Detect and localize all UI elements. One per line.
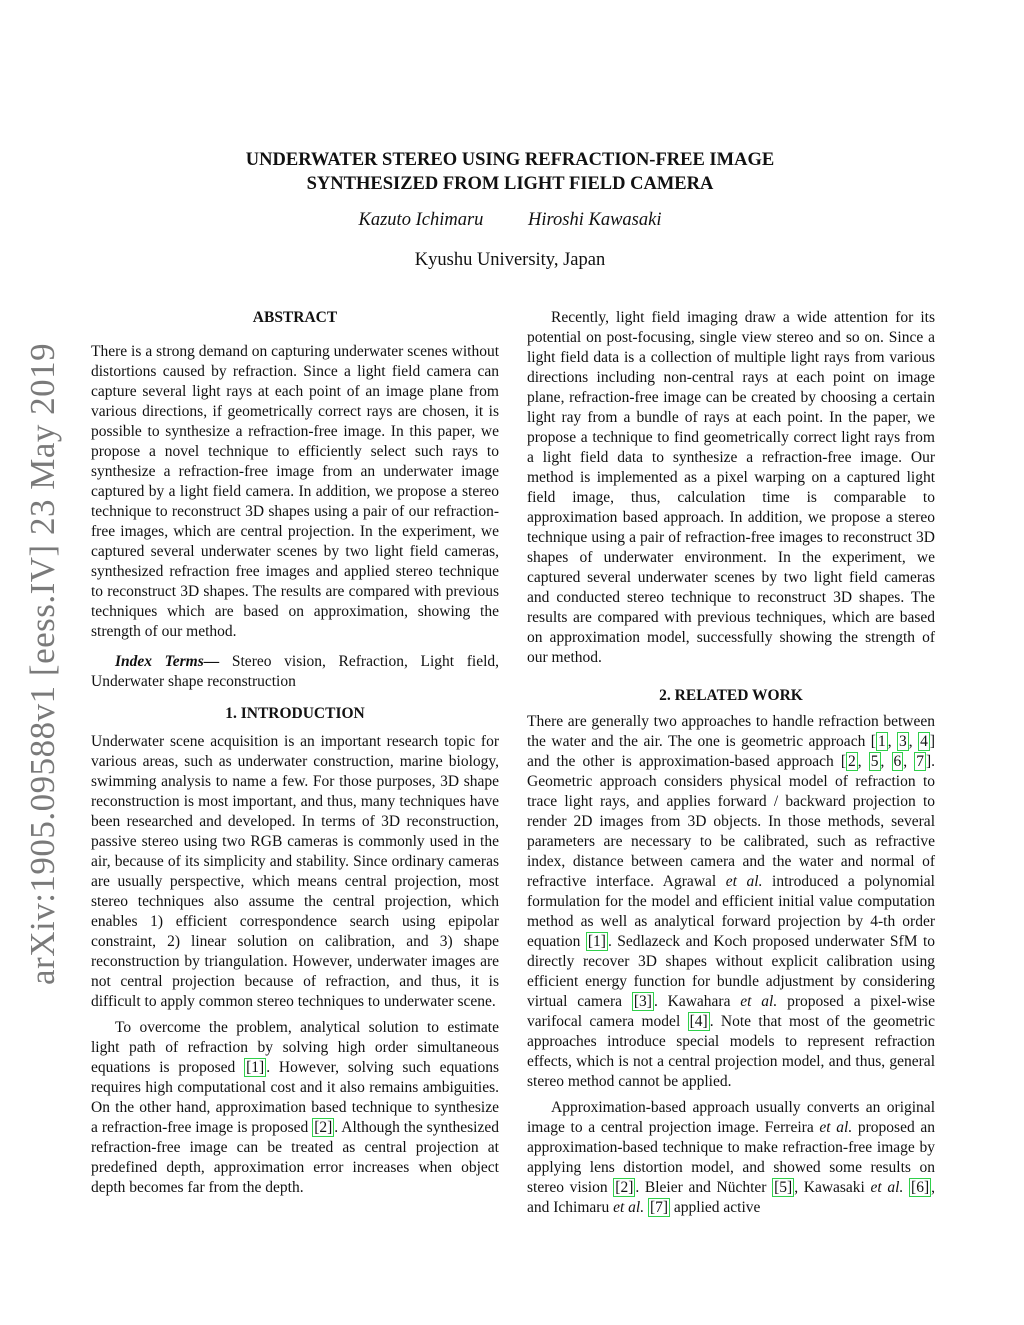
citation-link[interactable]: 7 (916, 753, 924, 770)
citation-link[interactable]: [2] (314, 1119, 333, 1136)
index-terms-label: Index Terms— (115, 653, 220, 670)
introduction-paragraph: To overcome the problem, analytical solution to estimate light path of refraction by solving high order simultaneous equations is proposed [1] . However, solving such equations requires high computational cost and it also remains ambiguities. On the other hand, approximation based technique to synthesize a refraction-free image is proposed [2] . Although the synthesized refraction-free image can be treated as central projection at predefined depth, approximation error increases when object depth becomes far from the depth. (91, 1019, 500, 1196)
title-line-2: SYNTHESIZED FROM LIGHT FIELD CAMERA (306, 174, 714, 194)
introduction-paragraph: Underwater scene acquisition is an important research topic for various areas, such as underwater construction, marine biology, swimming analysis to name a few. For those purposes, 3D shape reconstruction is most important, and thus, many techniques have been researched and developed. In terms of 3D reconstruction, passive stereo using two RGB cameras is commonly used in the air, because of its simplicity and stability. Since ordinary cameras are usually perspective, which means central projection, most stereo techniques also assume the central projection, which enables 1) efficient correspondence search using epipolar constraint, 2) linear solution on calibration, and 3) shape reconstruction by triangulation. However, underwater images are not central projection because of refraction, and thus, it is difficult to apply common stereo techniques to underwater scene. (91, 733, 499, 1010)
citation-link[interactable]: [5] (774, 1179, 793, 1196)
abstract-text: There is a strong demand on capturing underwater scenes without distortions caused by refraction. Since a light field camera can capture several light rays at each point of an image plane from various directions, if geometrically correct rays are chosen, it is possible to synthesize a refraction-free image. In this paper, we propose a novel technique to efficiently select such rays to synthesize a refraction-free image from an underwater image captured by a light field camera. In addition, we propose a stereo technique to reconstruct 3D shapes using a pair of our refraction-free images, which are central projection. In the experiment, we captured several underwater scenes by two light field cameras, synthesized refraction free images and applied stereo technique to reconstruct 3D shapes. The results are compared with previous techniques which are based on approximation, showing the strength of our method. (91, 343, 499, 640)
paper-title (150, 148, 870, 196)
affiliation: Kyushu University, Japan (414, 250, 606, 270)
title-line-1: UNDERWATER STEREO USING REFRACTION-FREE IMAGE (245, 150, 775, 170)
right-column (527, 308, 935, 1218)
author-name: Kazuto Ichimaru (358, 210, 484, 230)
citation-link[interactable]: [3] (633, 993, 652, 1010)
left-column (91, 308, 499, 1198)
author-name: Hiroshi Kawasaki (528, 210, 662, 230)
citation-link[interactable]: [4] (689, 1013, 708, 1030)
citation-link[interactable]: 6 (893, 753, 902, 770)
related-work-heading: 2. RELATED WORK (659, 687, 803, 704)
citation-link[interactable]: [1] (587, 933, 606, 950)
citation-link[interactable]: [7] (649, 1199, 669, 1216)
citation-link[interactable]: [1] (246, 1059, 265, 1076)
citation-link[interactable]: [6] (911, 1179, 930, 1196)
citation-link[interactable]: 2 (848, 753, 856, 770)
citation-link[interactable]: 5 (870, 753, 879, 770)
introduction-paragraph: Recently, light field imaging draw a wide attention for its potential on post-focusing, single view stereo and so on. Since a light field data is a collection of multiple light rays from various directions including non-central rays at each point on image plane, refraction-free image can be created by choosing a certain light ray from a bundle of rays at each point. In the paper, we propose a technique to find geometrically correct light rays from a light field data to synthesize a refraction-free image. Our method is implemented as a pixel warping on a captured light field image, thus, calculation time is comparable to approximation based approach. In addition, we propose a stereo technique using a pair of refraction-free images to reconstruct 3D shapes of underwater environment. In the experiment, we captured several underwater scenes by two light field cameras and conducted stereo technique to reconstruct 3D shapes. The results are compared with previous techniques, which are based on approximation model, successfully showing the strength of our method. (527, 309, 935, 666)
arxiv-identifier: arXiv:1905.09588v1 [eess.IV] 23 May 2019 (23, 342, 62, 985)
index-terms-text: Stereo vision, Refraction, Light field, Underwater shape reconstruction (91, 653, 500, 690)
related-work-paragraph: There are generally two approaches to handle refraction between the water and the air. The one is geometric approach [ 1 , 3 , 4 ] and the other is approximation-based approach [ 2 , 5 , 6 , 7 ]. Geometric approach considers physical model of refraction to trace light rays, and applies forward / backward projection to render 2D images from 3D objects. In those methods, several parameters are necessary to be calibrated, such as refractive index, distance between camera and the water and normal of refractive interface. Agrawal et al. introduced a polynomial formulation for the model and efficient initial value computation method as well as analytical forward projection by 4-th order equation [1] . Sedlazeck and Koch proposed underwater SfM to directly recover 3D shapes without explicit calibration using efficient energy function for bundle adjustment by considering virtual camera [3] . Kawahara et al. proposed a pixel-wise varifocal camera model [4] . Note that most of the geometric approaches introduce special models to represent refraction effects, which is not a central projection model, and thus, general stereo method cannot be applied. (527, 713, 936, 1090)
abstract-heading: ABSTRACT (252, 309, 338, 326)
author-list (150, 210, 870, 231)
related-work-paragraph: Approximation-based approach usually converts an original image to a central projection image. Ferreira et al. proposed an approximation-based technique to make refraction-free image by applying lens distortion model, and showed some results on stereo vision [2] . Bleier and Nüchter [5] , Kawasaki et al. [6] , and Ichimaru et al. [7] applied active (527, 1099, 936, 1216)
introduction-heading: 1. INTRODUCTION (225, 705, 365, 722)
citation-link[interactable]: 1 (877, 733, 886, 750)
citation-link[interactable]: [2] (615, 1179, 634, 1196)
index-terms (91, 652, 499, 692)
citation-link[interactable]: 4 (920, 733, 928, 750)
citation-link[interactable]: 3 (899, 733, 907, 750)
